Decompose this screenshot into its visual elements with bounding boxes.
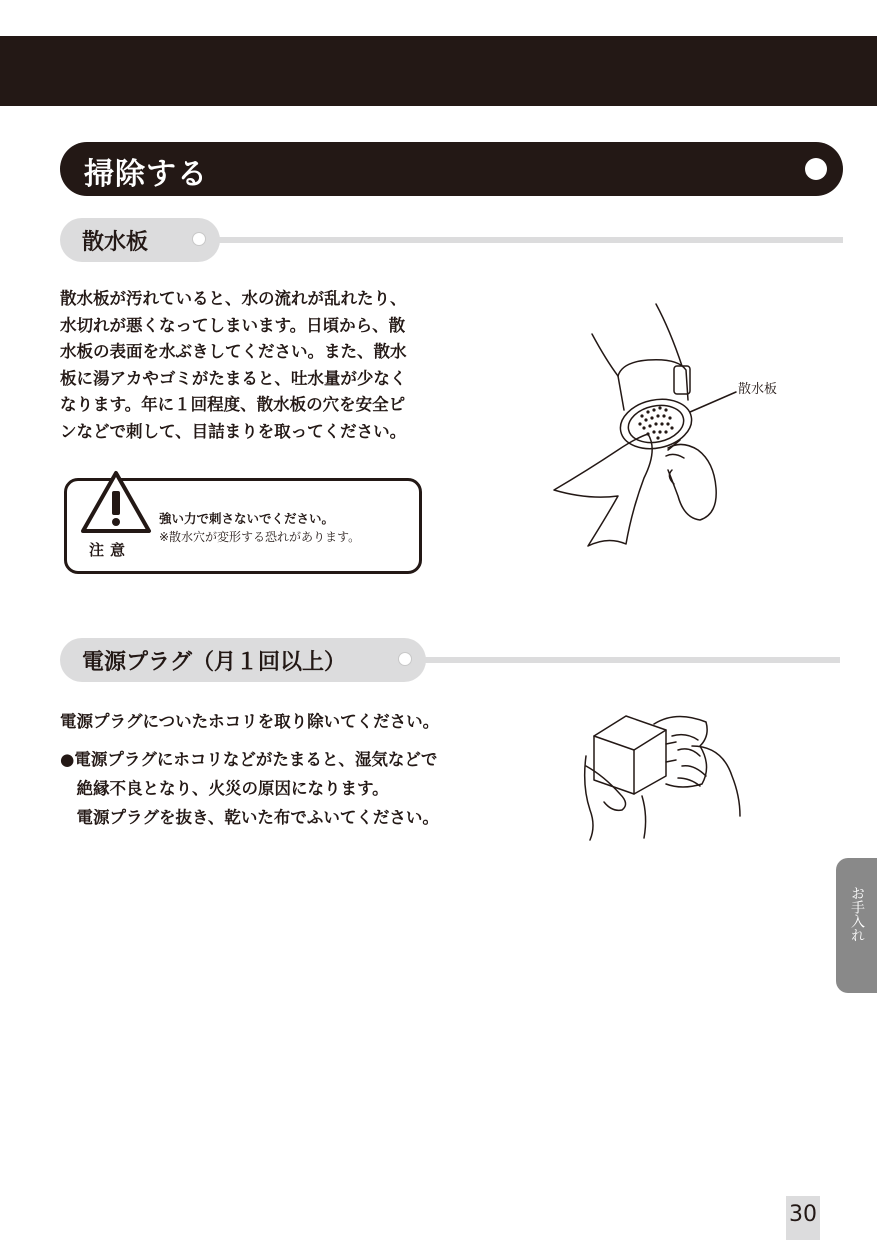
caution-box [64,478,422,574]
top-band [0,36,877,106]
plate-section-header [60,218,843,262]
page-number: 30 [786,1196,820,1240]
plate-cleaning-illustration [548,300,788,550]
main-section-title: 掃除する [84,157,208,192]
warning-icon [79,469,153,535]
main-section-header [60,142,843,196]
plate-header-rule [210,237,843,243]
plate-section-title: 散水板 [82,230,149,255]
plate-paragraph: 散水板が汚れていると、水の流れが乱れたり、 水切れが悪くなってしまいます。日頃から、散 水板の表面を水ぶきしてください。また、散水 板に湯アカやゴミがたまると、吐水量が少なく なります。年に１回程度、散水板の穴を安全ピ ンなどで刺して、目詰まりを取ってください。 [60,289,407,441]
caution-text: 強い力で刺さないでください。 [159,511,335,526]
plug-section-header [60,638,840,682]
plug-header-rule [416,657,840,663]
header-dot-icon [805,158,827,180]
plug-section-title: 電源プラグ（月１回以上） [82,650,347,675]
plug-cleaning-illustration [582,706,746,842]
plate-figure-label: 散水板 [738,382,778,397]
plug-paragraph: 電源プラグについたホコリを取り除いてください。 ●電源プラグにホコリなどがたまると、湿気などで 絶縁不良となり、火災の原因になります。 電源プラグを抜き、乾いた布でふいてください。 [60,712,440,827]
plate-header-dot-icon [192,232,206,246]
plug-header-dot-icon [398,652,412,666]
caution-label: 注意 [89,541,132,559]
caution-note: ※散水穴が変形する恐れがあります。 [159,530,361,544]
side-tab-label: お手入れ [849,886,865,942]
side-tab-maintenance[interactable] [836,858,877,993]
